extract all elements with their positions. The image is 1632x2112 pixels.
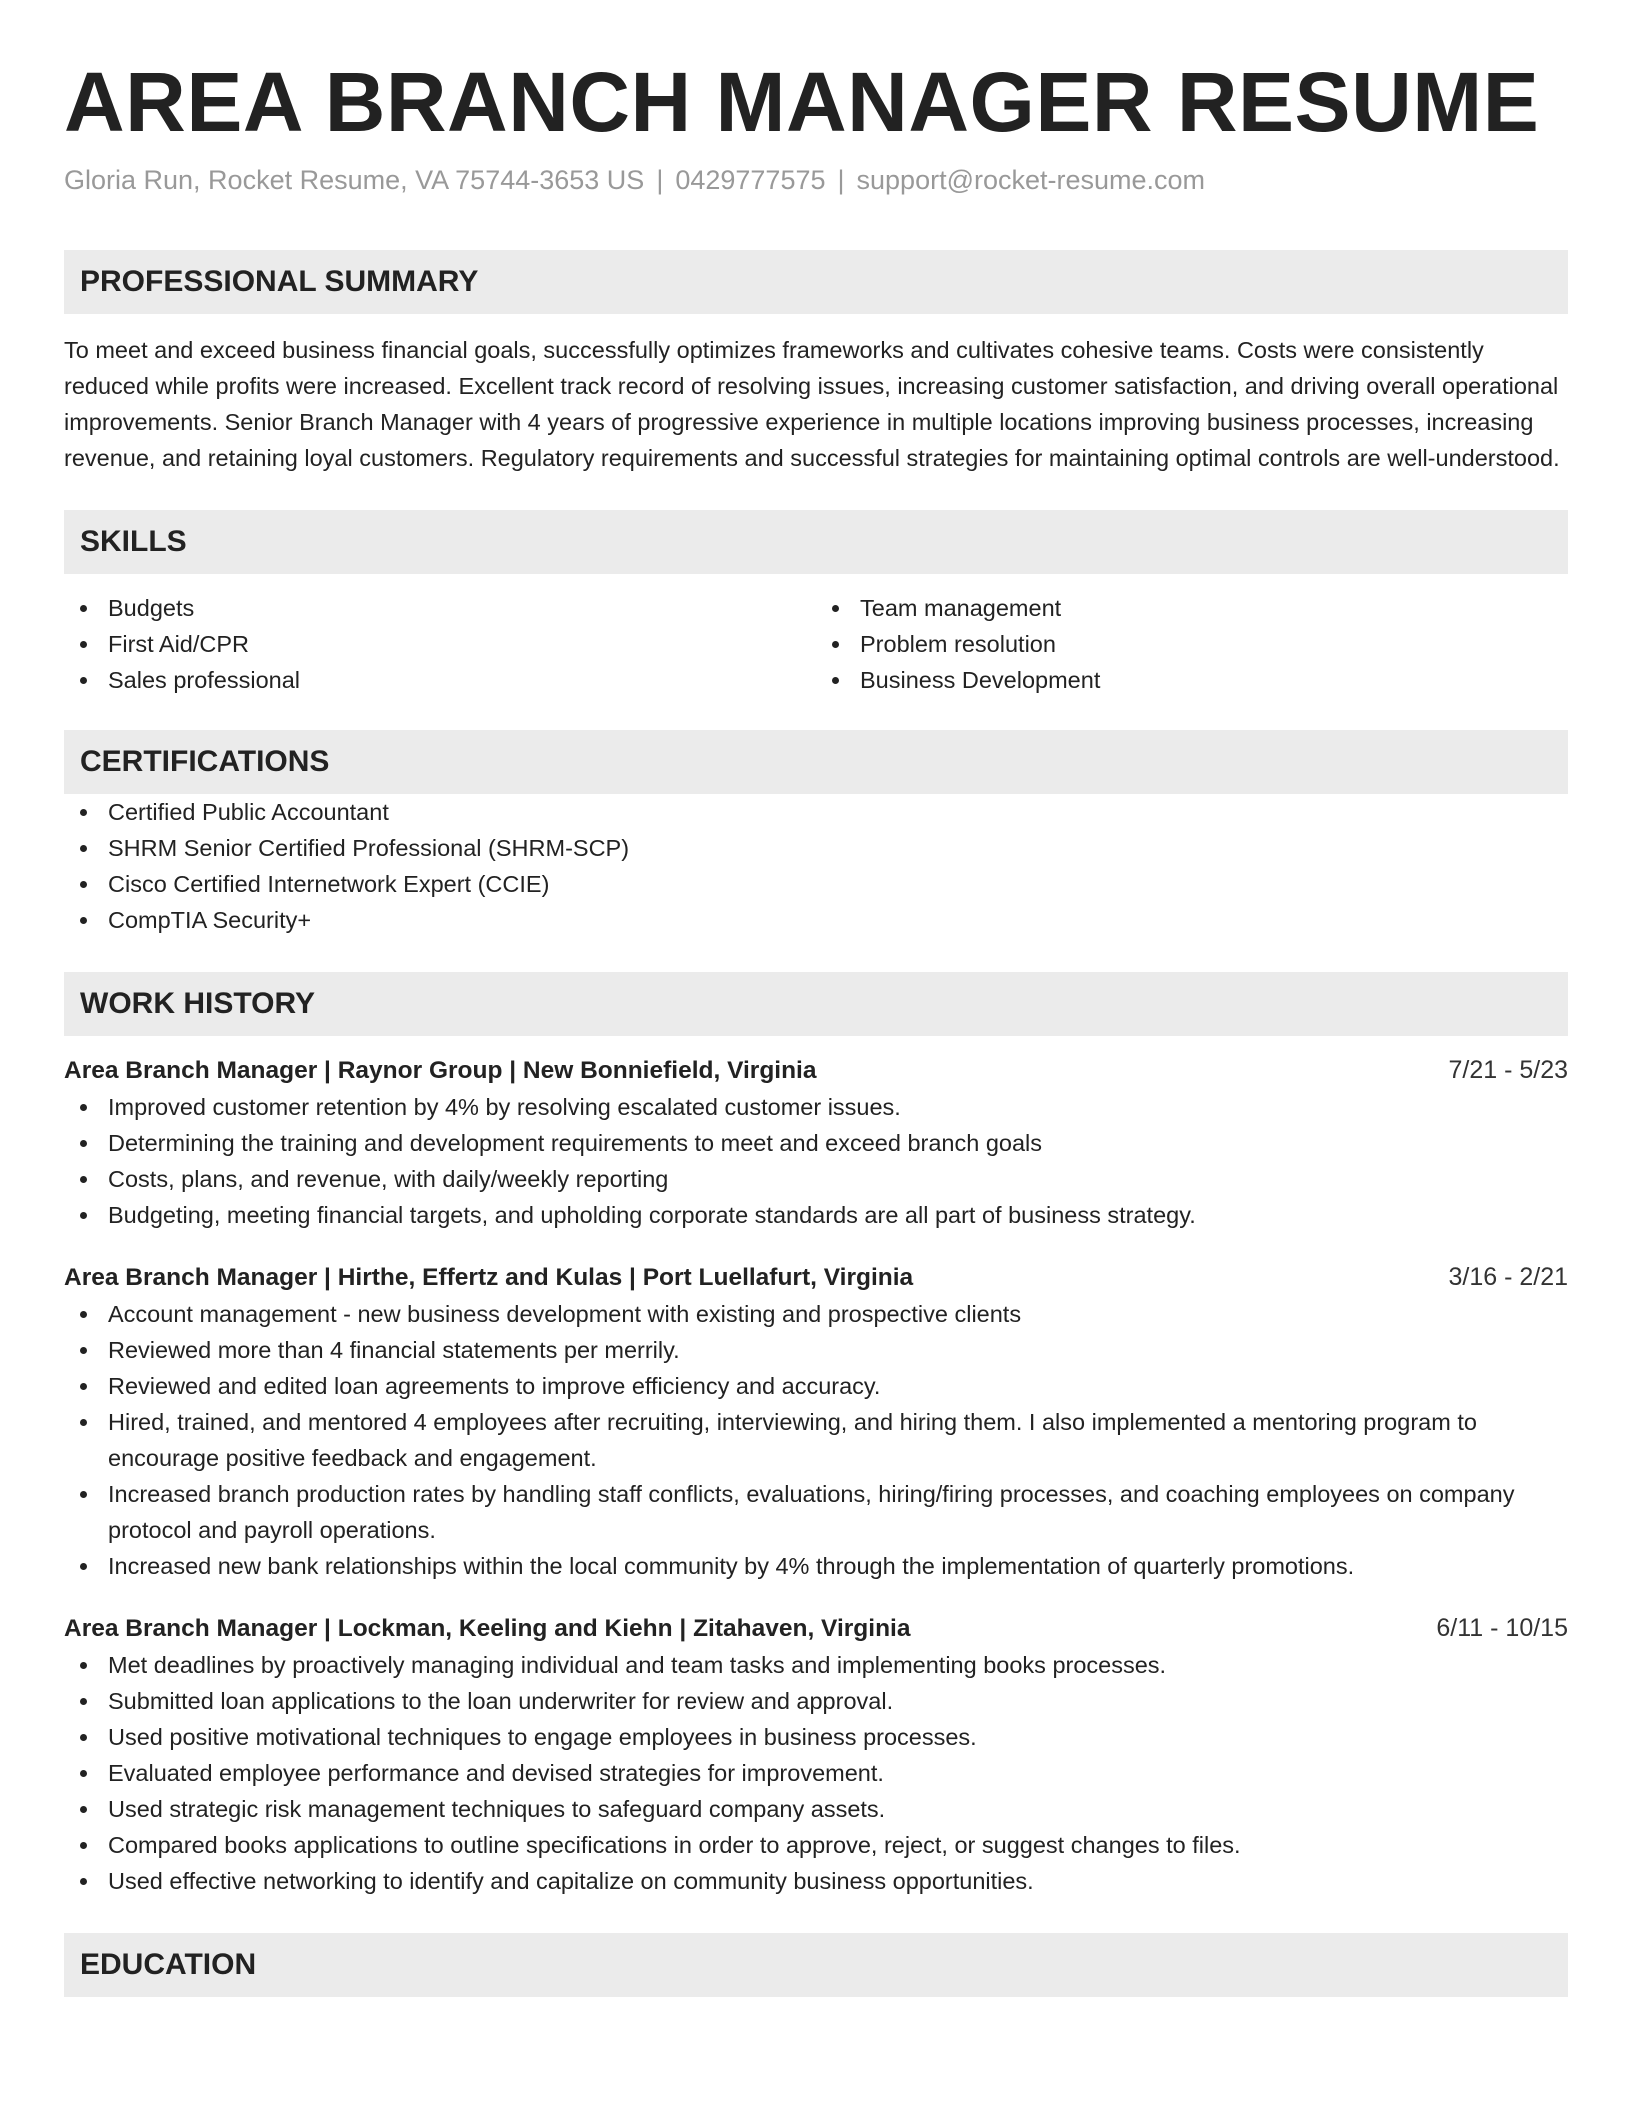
bullet-icon (80, 1212, 87, 1219)
bullet-icon (80, 1104, 87, 1111)
job-bullet-text: Improved customer retention by 4% by resolving escalated customer issues. (108, 1094, 901, 1120)
job-bullet-text: Determining the training and development requirements to meet and exceed branch goals (108, 1130, 1043, 1156)
certification-item (64, 794, 1568, 830)
job-dates: 7/21 - 5/23 (1448, 1056, 1568, 1084)
job-title: Area Branch Manager | Lockman, Keeling and Kiehn | Zitahaven, Virginia (64, 1615, 911, 1642)
job-title: Area Branch Manager | Raynor Group | New Bonniefield, Virginia (64, 1057, 817, 1084)
job-bullet (64, 1476, 1568, 1548)
skills-section (64, 510, 1568, 698)
job-entry (64, 1610, 1568, 1899)
bullet-icon (80, 1419, 87, 1426)
job-bullet (64, 1791, 1568, 1827)
education-section (64, 1933, 1568, 1997)
skill-item (816, 626, 1568, 662)
job-bullet (64, 1125, 1568, 1161)
job-bullet-text: Reviewed more than 4 financial statements per merrily. (108, 1337, 680, 1363)
job-bullet (64, 1755, 1568, 1791)
bullet-icon (80, 809, 87, 816)
job-bullet-text: Costs, plans, and revenue, with daily/weekly reporting (108, 1166, 669, 1192)
skill-item (64, 662, 816, 698)
bullet-icon (80, 1383, 87, 1390)
skills-column-left (64, 590, 816, 698)
bullet-icon (80, 881, 87, 888)
work-history-section (64, 972, 1568, 1899)
bullet-icon (80, 1347, 87, 1354)
job-bullet (64, 1863, 1568, 1899)
contact-address: Gloria Run, Rocket Resume, VA 75744-3653 US (64, 165, 645, 195)
job-bullet-text: Increased new bank relationships within the local community by 4% through the implementation of quarterly promotions. (108, 1553, 1355, 1579)
summary-heading: PROFESSIONAL SUMMARY (64, 250, 1568, 314)
certification-label: SHRM Senior Certified Professional (SHRM-SCP) (108, 835, 630, 861)
skill-item (816, 662, 1568, 698)
job-bullet-text: Reviewed and edited loan agreements to improve efficiency and accuracy. (108, 1373, 881, 1399)
skill-item (64, 590, 816, 626)
skills-list-left (64, 590, 816, 698)
bullet-icon (80, 1311, 87, 1318)
job-entry (64, 1052, 1568, 1233)
job-bullets (64, 1647, 1568, 1899)
job-bullet (64, 1368, 1568, 1404)
bullet-icon (80, 1770, 87, 1777)
job-title: Area Branch Manager | Hirthe, Effertz and Kulas | Port Luellafurt, Virginia (64, 1264, 914, 1291)
certification-label: Certified Public Accountant (108, 799, 389, 825)
bullet-icon (80, 1662, 87, 1669)
job-bullet-text: Account management - new business development with existing and prospective clients (108, 1301, 1022, 1327)
job-bullet-text: Submitted loan applications to the loan underwriter for review and approval. (108, 1688, 894, 1714)
bullet-icon (80, 605, 87, 612)
skills-heading: SKILLS (64, 510, 1568, 574)
job-bullet-text: Increased branch production rates by handling staff conflicts, evaluations, hiring/firing processes, and coaching employees on company protocol and payroll operations. (108, 1481, 1515, 1543)
skills-column-right (816, 590, 1568, 698)
job-bullet (64, 1404, 1568, 1476)
job-bullet (64, 1683, 1568, 1719)
skill-label: Budgets (108, 595, 195, 621)
job-bullet-text: Compared books applications to outline specifications in order to approve, reject, or suggest changes to files. (108, 1832, 1241, 1858)
certification-label: CompTIA Security+ (108, 907, 312, 933)
resume-title: AREA BRANCH MANAGER RESUME (64, 55, 1540, 149)
skill-label: First Aid/CPR (108, 631, 250, 657)
job-header (64, 1610, 1568, 1647)
skills-list-right (816, 590, 1568, 698)
job-bullet-text: Hired, trained, and mentored 4 employees after recruiting, interviewing, and hiring them. I also implemented a mentoring program to encourage positive feedback and engagement. (108, 1409, 1477, 1471)
skill-label: Team management (860, 595, 1062, 621)
summary-text: To meet and exceed business financial goals, successfully optimizes frameworks and cultivates cohesive teams. Costs were consistently reduced while profits were increased. Excellent track record of resolving issues, increasing customer satisfaction, and driving overall operational improvements. Senior Branch Manager with 4 years of progressive experience in multiple locations improving business processes, increasing revenue, and retaining loyal customers. Regulatory requirements and successful strategies for maintaining optimal controls are well-understood. (64, 337, 1560, 471)
education-heading: EDUCATION (64, 1933, 1568, 1997)
job-bullet (64, 1827, 1568, 1863)
bullet-icon (80, 1878, 87, 1885)
certifications-list (64, 794, 1568, 938)
contact-separator: | (656, 165, 664, 195)
bullet-icon (832, 677, 839, 684)
job-bullet (64, 1089, 1568, 1125)
bullet-icon (832, 605, 839, 612)
job-bullet-text: Used positive motivational techniques to engage employees in business processes. (108, 1724, 977, 1750)
bullet-icon (80, 1698, 87, 1705)
job-entry (64, 1259, 1568, 1584)
skill-label: Sales professional (108, 667, 301, 693)
bullet-icon (832, 641, 839, 648)
job-bullet (64, 1548, 1568, 1584)
job-bullet (64, 1197, 1568, 1233)
contact-separator: | (837, 165, 845, 195)
job-bullet (64, 1161, 1568, 1197)
skill-item (64, 626, 816, 662)
job-bullet (64, 1647, 1568, 1683)
certification-label: Cisco Certified Internetwork Expert (CCIE) (108, 871, 550, 897)
contact-phone: 0429777575 (675, 165, 826, 195)
certification-item (64, 902, 1568, 938)
job-bullet-text: Used effective networking to identify and capitalize on community business opportunities. (108, 1868, 1034, 1894)
job-bullet-text: Evaluated employee performance and devised strategies for improvement. (108, 1760, 884, 1786)
bullet-icon (80, 1806, 87, 1813)
bullet-icon (80, 677, 87, 684)
certification-item (64, 830, 1568, 866)
skill-item (816, 590, 1568, 626)
bullet-icon (80, 1563, 87, 1570)
bullet-icon (80, 1140, 87, 1147)
skill-label: Business Development (860, 667, 1101, 693)
bullet-icon (80, 845, 87, 852)
job-dates: 3/16 - 2/21 (1448, 1263, 1568, 1291)
bullet-icon (80, 917, 87, 924)
bullet-icon (80, 1734, 87, 1741)
skill-label: Problem resolution (860, 631, 1056, 657)
contact-email: support@rocket-resume.com (856, 165, 1206, 195)
skills-grid (64, 590, 1568, 698)
job-dates: 6/11 - 10/15 (1436, 1614, 1568, 1642)
bullet-icon (80, 1842, 87, 1849)
job-bullet-text: Met deadlines by proactively managing individual and team tasks and implementing books processes. (108, 1652, 1167, 1678)
bullet-icon (80, 1176, 87, 1183)
job-header (64, 1052, 1568, 1089)
certifications-section (64, 730, 1568, 938)
certification-item (64, 866, 1568, 902)
job-bullet-text: Budgeting, meeting financial targets, and upholding corporate standards are all part of business strategy. (108, 1202, 1196, 1228)
job-bullet (64, 1296, 1568, 1332)
job-bullet (64, 1719, 1568, 1755)
certifications-heading: CERTIFICATIONS (64, 730, 1568, 794)
job-header (64, 1259, 1568, 1296)
job-bullet-text: Used strategic risk management techniques to safeguard company assets. (108, 1796, 886, 1822)
bullet-icon (80, 641, 87, 648)
summary-section (64, 250, 1568, 476)
job-bullets (64, 1089, 1568, 1233)
job-bullet (64, 1332, 1568, 1368)
work-history-heading: WORK HISTORY (64, 972, 1568, 1036)
bullet-icon (80, 1491, 87, 1498)
contact-line (64, 160, 1568, 200)
job-bullets (64, 1296, 1568, 1584)
